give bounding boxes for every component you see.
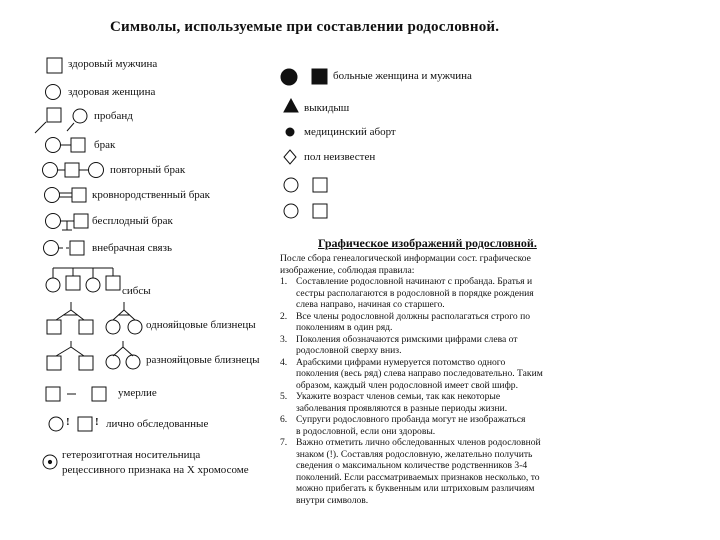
abortion-dot-symbol [286,128,294,136]
heterozygous-dot [48,460,51,463]
label-childless: бесплодный брак [92,215,173,227]
rule-number: 7. [280,437,288,448]
rule-line: Важно отметить лично обследованных членов родословной [296,437,541,448]
rule-line: слева направо, начиная со старшего. [296,299,445,310]
rule-line: знаком (!). Составляя родословную, желательно получить [296,448,533,460]
extra-symbols-row-2 [284,204,327,218]
rule-number: 3. [280,333,288,345]
label-heterozygous-line1: гетерозиготная носительница [62,449,201,461]
rule-line: Составление родословной начинают с пробанда. Братья и [296,276,533,287]
rule-line: образом, каждый член родословной имеет свой шифр. [296,379,518,391]
fraternal-twins-symbol [47,341,140,370]
female-circle-symbol [46,85,61,100]
intro-line-1: После сбора генеалогической информации сост. графическое [280,253,531,264]
label-healthy-female: здоровая женщина [68,86,156,98]
marriage-symbol [46,138,86,153]
label-miscarriage: выкидыш [304,102,350,114]
rule-number: 4. [280,356,288,368]
extra-symbols-row-1 [284,178,327,192]
rule-line: Укажите возраст членов семьи, так как некоторые [296,391,501,402]
rule-line: Арабскими цифрами нумеруется потомство одного [296,356,506,368]
rule-line: Супруги родословного пробанда могут не изображаться [296,414,526,425]
label-consanguineous: кровнородственный брак [92,189,211,201]
consanguineous-symbol [45,188,87,203]
label-personally-examined: лично обследованные [106,418,209,430]
label-siblings: сибсы [122,285,151,297]
rule-line: поколения (весь ряд) слева направо последовательно. Таким [296,368,543,379]
siblings-symbol [46,268,120,292]
rule-number: 2. [280,310,288,322]
rule-line: родословной сверху вниз. [296,345,402,356]
proband-symbol [35,108,87,133]
rule-line: внутри символов. [296,494,369,506]
rule-number: 5. [280,391,288,402]
rule-line: поколений. Если рассматриваемых признаков несколько, то [296,471,540,483]
label-fraternal-twins: разнояйцовые близнецы [146,354,260,366]
rule-item [280,357,570,392]
rule-item [280,437,570,506]
label-healthy-male: здоровый мужчина [68,58,158,70]
label-proband: пробанд [94,110,133,122]
label-extramarital: внебрачная связь [92,242,172,254]
rule-line: поколениям в один ряд. [296,322,393,333]
deceased-symbol [46,387,106,401]
intro-line-2: изображение, соблюдая правила: [280,264,415,276]
page-title: Символы, используемые при составлении родословной. [110,19,500,35]
remarriage-symbol [43,163,104,178]
extramarital-symbol [44,241,85,256]
rules-list [280,276,570,506]
label-affected: больные женщина и мужчина [333,70,472,82]
identical-twins-symbol [47,302,142,334]
childless-symbol [46,214,89,231]
rule-line: можно прибегать к буквенным или штриховым различиям [296,483,535,494]
label-remarriage: повторный брак [110,164,186,176]
label-sex-unknown: пол неизвестен [304,151,376,163]
exclamation-mark-1: ! [66,416,70,428]
rule-item [280,414,570,437]
rule-line: в родословной, если они здоровы. [296,425,436,437]
rule-number: 6. [280,414,288,425]
label-marriage: брак [94,139,116,151]
male-square-symbol [47,58,62,73]
rule-line: Все члены родословной должны располагаться строго по [296,310,531,322]
rule-line: Поколения обозначаются римскими цифрами слева от [296,333,518,345]
rule-item [280,276,570,311]
rule-line: сведения о максимальном количестве родственников 3-4 [296,460,528,471]
affected-symbol [281,69,327,85]
miscarriage-triangle-symbol [284,99,298,112]
section-heading: Графическое изображений родословной. [318,236,537,250]
rule-line: заболевания проявляются в разные периоды жизни. [296,402,508,414]
rule-item [280,334,570,357]
label-deceased: умерлие [118,387,157,399]
label-abortion: медицинский аборт [304,126,396,138]
label-identical-twins: однояйцовые близнецы [146,319,256,331]
examined-symbol [49,417,92,431]
rule-number: 1. [280,276,288,287]
rule-item [280,391,570,414]
rule-item [280,311,570,334]
rules-text [280,253,570,506]
exclamation-mark-2: ! [95,416,99,428]
rule-line: сестры располагаются в родословной в порядке рождения [296,287,534,299]
sex-unknown-diamond-symbol [284,150,296,164]
label-heterozygous-line2: рецессивного признака на Х хромосоме [62,464,249,476]
